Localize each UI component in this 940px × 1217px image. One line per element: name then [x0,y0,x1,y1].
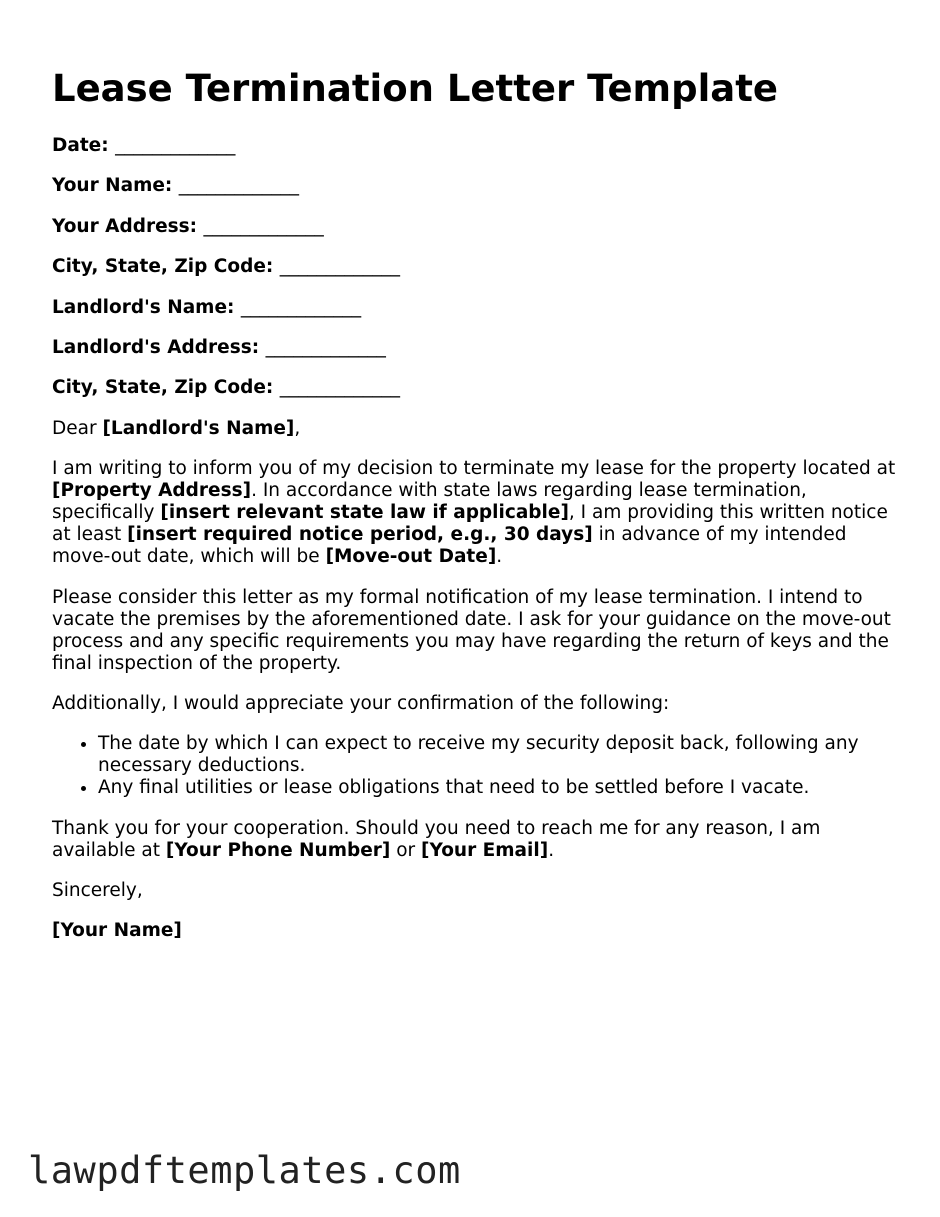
placeholder-email: [Your Email] [421,839,549,861]
paragraph-contact [52,818,897,862]
placeholder-notice-period: [insert required notice period, e.g., 30 days] [127,524,593,546]
field-blank: _____________ [115,135,236,156]
placeholder-phone: [Your Phone Number] [165,839,391,861]
signature-name: [Your Name] [52,920,182,942]
field-your-name [52,175,897,197]
site-watermark: lawpdftemplates.com [28,1149,461,1192]
salutation-suffix: , [294,417,301,439]
paragraph-formal-notification: Please consider this letter as my formal notification of my lease termination. I intend to vacate the premises by the aforementioned date. I ask for your guidance on the move-out process and any specific requirements you may have regarding the return of keys and the final inspection of the property. [52,586,891,674]
field-landlord-name [52,297,897,319]
field-city-state-zip [52,256,897,278]
field-blank: _____________ [265,336,386,358]
paragraph-notice [52,458,897,568]
field-blank: _____________ [279,256,400,278]
text-run: . In accordance with state laws regarding lease termination, specifically [52,480,807,524]
field-blank: _____________ [203,215,324,237]
placeholder-state-law: [insert relevant state law if applicable] [160,502,569,524]
field-your-address [52,216,897,238]
field-blank: _____________ [178,175,300,197]
text-run: . [496,546,503,568]
field-label: Date: [52,135,109,156]
field-blank: _____________ [240,296,362,318]
confirmation-list [52,733,897,799]
salutation-prefix: Dear [52,417,103,439]
placeholder-move-out-date: [Move-out Date] [325,546,497,568]
placeholder-property-address: [Property Address] [52,480,252,502]
field-date [52,135,897,157]
field-landlord-address [52,337,897,359]
text-run: I am writing to inform you of my decision to terminate my lease for the property located at [52,458,896,480]
text-run: in advance of my intended move-out date, which will be [52,524,847,568]
field-label: Your Address: [52,215,198,237]
field-label: Landlord's Name: [52,296,235,318]
document-title: Lease Termination Letter Template [52,67,779,110]
field-label: Your Name: [52,175,173,197]
text-run: . [548,839,555,861]
list-item: • The date by which I can expect to receive my security deposit back, following any necessary deductions. [98,733,897,777]
field-label: Landlord's Address: [52,336,260,358]
field-landlord-city-state-zip [52,377,897,399]
paragraph-confirmation-intro: Additionally, I would appreciate your confirmation of the following: [52,692,670,714]
text-run: Thank you for your cooperation. Should you need to reach me for any reason, I am available at [52,817,821,861]
list-item: • Any final utilities or lease obligations that need to be settled before I vacate. [98,777,897,799]
field-blank: _____________ [279,377,400,399]
field-label: City, State, Zip Code: [52,256,274,278]
letter-body [52,135,897,942]
field-label: City, State, Zip Code: [52,377,274,399]
closing: Sincerely, [52,880,143,902]
salutation [52,418,897,440]
salutation-name: [Landlord's Name] [102,417,295,439]
text-run: or [390,839,422,861]
text-run: , I am providing this written notice at least [52,502,888,546]
